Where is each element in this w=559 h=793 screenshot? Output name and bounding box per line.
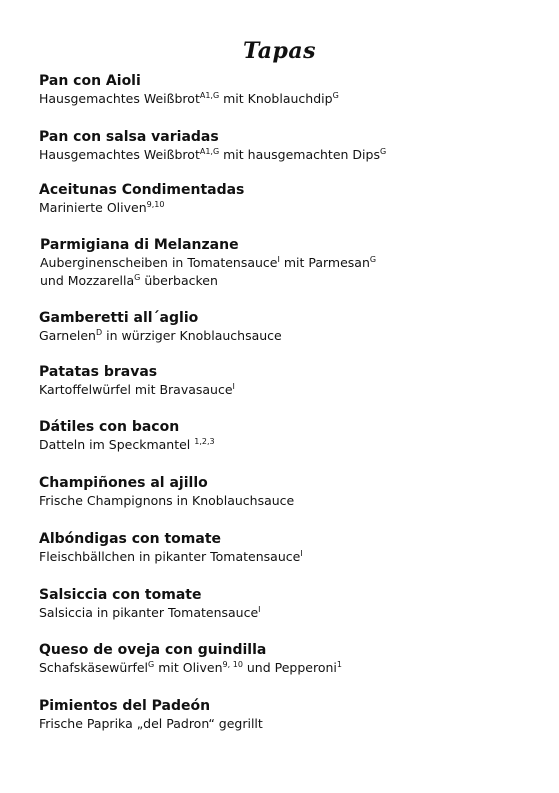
item-name: Dátiles con bacon [39,419,180,435]
menu-item [39,309,539,345]
item-name: Pan con Aioli [39,73,141,89]
allergen-code: G [379,147,387,156]
item-description: Hausgemachtes Weißbrot$^{A1,G}$ mit Knoblauchdip$^G$ [39,91,339,106]
item-description: Fleischbällchen in pikanter Tomatensauce$^I$ [39,549,303,564]
allergen-code: 1,2,3 [194,437,215,446]
menu-item [39,128,539,164]
allergen-code: A1,G [199,147,220,156]
item-name: Patatas bravas [39,364,158,380]
item-description: Schafskäsewürfel$^G$ mit Oliven$^{9, 10}$ und Pepperoni$^1$ [39,660,342,675]
menu-item [39,72,539,108]
item-name: Queso de oveja con guindilla [39,642,267,658]
menu-item [39,530,539,566]
allergen-code: G [369,255,377,264]
item-description: Datteln im Speckmantel $^{1,2,3}$ [39,437,215,452]
menu-item [39,181,539,217]
allergen-code: A1,G [199,91,220,100]
menu-item [39,363,539,399]
item-name: Pimientos del Padeón [39,698,211,714]
item-description: Auberginenscheiben in Tomatensauce$^I$ mit Parmesan$^G$ [40,255,377,270]
allergen-code: G [148,660,155,669]
item-description: Frische Champignons in Knoblauchsauce [39,493,295,508]
item-description: Marinierte Oliven$^{9,10}$ [39,200,165,215]
item-name: Salsiccia con tomate [39,587,202,603]
item-description: Salsiccia in pikanter Tomatensauce$^I$ [39,605,261,620]
item-description: Garnelen$^D$ in würziger Knoblauchsauce [39,328,282,343]
allergen-code: D [95,328,103,337]
allergen-code: 9,10 [146,200,165,209]
item-description: Frische Paprika „del Padron“ gegrillt [39,716,263,731]
menu-title: Tapas [242,38,317,64]
allergen-code: I [300,549,303,558]
allergen-code: G [134,273,141,282]
item-name: Albóndigas con tomate [39,531,222,547]
item-name: Gamberetti all´aglio [39,310,199,326]
allergen-code: I [258,605,261,614]
allergen-code: I [277,255,280,264]
allergen-code: I [232,382,235,391]
item-name: Champiñones al ajillo [39,475,208,491]
menu-item [39,697,539,733]
menu-item [39,586,539,622]
item-description-continued: und Mozzarella$^G$ überbacken [40,273,218,288]
item-name: Aceitunas Condimentadas [39,182,245,198]
menu-item [39,418,539,454]
item-name: Pan con salsa variadas [39,129,219,145]
item-description: Kartoffelwürfel mit Bravasauce$^I$ [39,382,235,397]
allergen-code: G [332,91,339,100]
item-description: Hausgemachtes Weißbrot$^{A1,G}$ mit hausgemachten Dips$^G$ [39,147,387,162]
item-name: Parmigiana di Melanzane [40,237,239,253]
allergen-code: 9, 10 [222,660,243,669]
menu-item [39,641,539,677]
menu-item [40,236,540,290]
menu-item [39,474,539,510]
allergen-code: 1 [336,660,342,669]
